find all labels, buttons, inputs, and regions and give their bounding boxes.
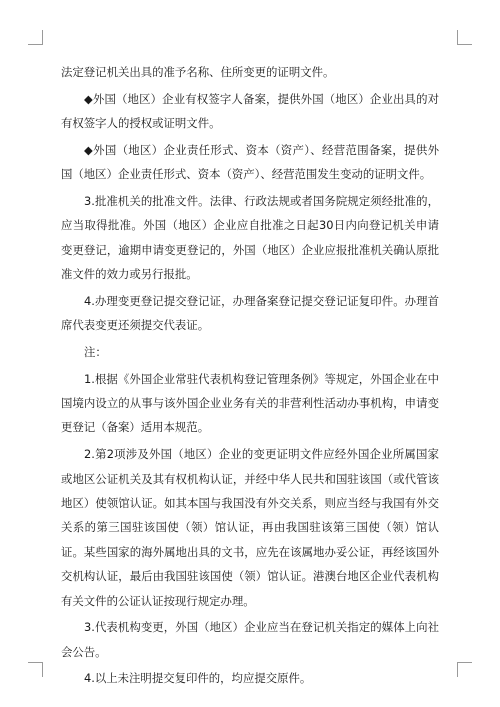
paragraph-continuation: 法定登记机关出具的准予名称、住所变更的证明文件。 bbox=[61, 65, 335, 79]
document-body bbox=[61, 60, 439, 693]
crop-mark-bottom-left bbox=[28, 662, 43, 677]
note-1: 1.根据《外国企业常驻代表机构登记管理条例》等规定，外国企业在中国境内设立的从事与该外国企业业务有关的非营利性活动办事机构，申请变更登记（备案）适用本规范。 bbox=[61, 371, 439, 435]
note-2: 2.第2项涉及外国（地区）企业的变更证明文件应经外国企业所属国家或地区公证机关及其有权机构认证，并经中华人民共和国驻该国（或代管该地区）使领馆认证。如其本国与我国没有外交关系，则应当经与我国有外交关系的第三国驻该国使（领）馆认证，再由我国驻该第三国使（领）馆认证。某些国家的海外属地出具的文书，应先在该属地办妥公证，再经该国外交机构认证，最后由我国驻该国使（领）馆认证。港澳台地区企业代表机构有关文件的公证认证按现行规定办理。 bbox=[61, 447, 439, 608]
notes-heading: 注： bbox=[84, 344, 107, 359]
crop-mark-top-left bbox=[28, 30, 43, 45]
paragraph-liability-capital-scope: ◆外国（地区）企业责任形式、资本（资产）、经营范围备案，提供外国（地区）企业责任形式、资本（资产）、经营范围发生变动的证明文件。 bbox=[61, 142, 439, 182]
crop-mark-bottom-right bbox=[457, 662, 472, 677]
crop-mark-top-right bbox=[457, 30, 472, 45]
note-3: 3.代表机构变更，外国（地区）企业应当在登记机关指定的媒体上向社会公告。 bbox=[61, 620, 439, 659]
paragraph-signatory-filing: ◆外国（地区）企业有权签字人备案，提供外国（地区）企业出具的对有权签字人的授权或证明文件。 bbox=[61, 91, 439, 131]
note-4: 4.以上未注明提交复印件的，均应提交原件。 bbox=[84, 671, 312, 686]
paragraph-approval-documents: 3.批准机关的批准文件。法律、行政法规或者国务院规定须经批准的，应当取得批准。外国（地区）企业应自批准之日起30日内向登记机关申请变更登记，逾期申请变更登记的，外国（地区）企业应报批准机关确认原批准文件的效力或另行报批。 bbox=[61, 193, 439, 282]
paragraph-registration-certificate: 4.办理变更登记提交登记证，办理备案登记提交登记证复印件。办理首席代表变更还须提交代表证。 bbox=[61, 293, 439, 333]
